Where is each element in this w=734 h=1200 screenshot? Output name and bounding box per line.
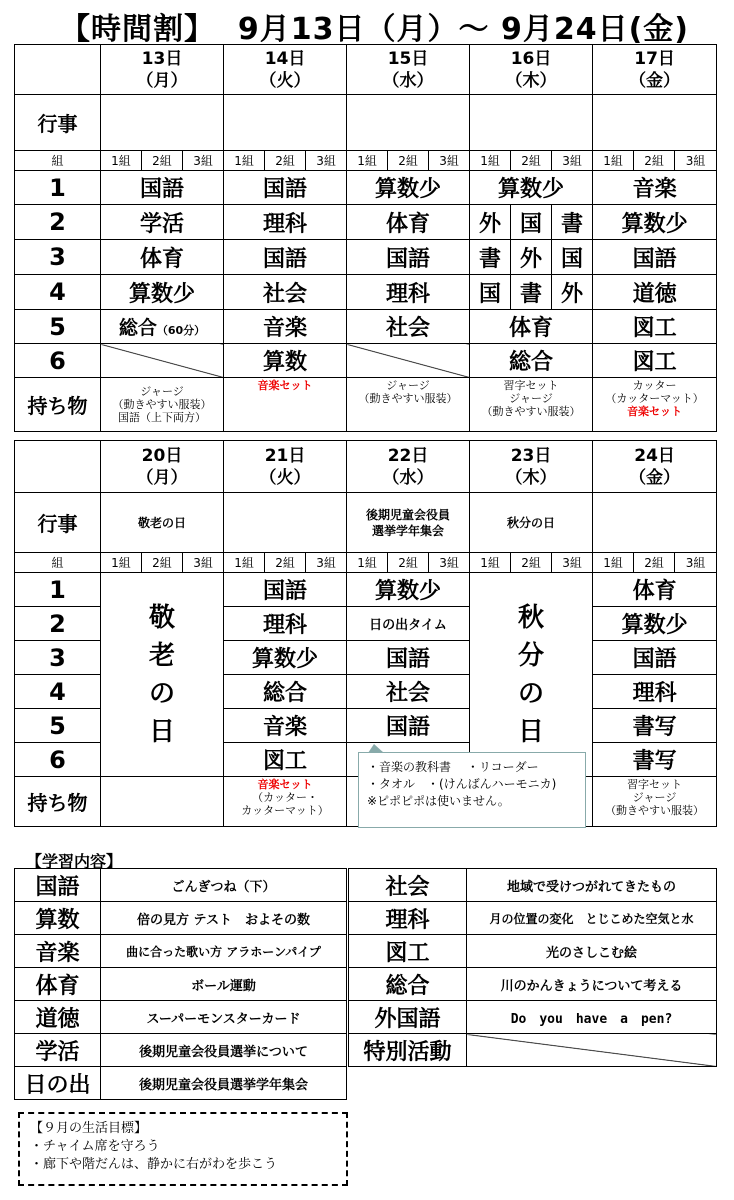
items-14: 音楽セット [224, 378, 347, 432]
group-label: 1組 [101, 151, 142, 171]
subject-cell: 体育 [470, 310, 593, 344]
subject-cell: 図工 [593, 344, 717, 378]
period-number: 4 [15, 275, 101, 310]
goal-title: 【９月の生活目標】 [30, 1121, 148, 1136]
group-label: 3組 [675, 151, 717, 171]
period-number: 2 [15, 607, 101, 641]
subject-cell: 国語 [593, 240, 717, 275]
study-subject: 道徳 [15, 1001, 101, 1034]
callout-note: ・音楽の教科書 ・リコーダー ・タオル ・(けんばんハーモニカ) ※ピポピポは使いません。 [358, 752, 586, 828]
day-header-16: 16日 （木） [470, 45, 593, 95]
group-row-label: 組 [15, 553, 101, 573]
corner-cell [15, 45, 101, 95]
study-subject: 国語 [15, 869, 101, 902]
group-label: 3組 [306, 553, 347, 573]
study-content: 後期児童会役員選挙について [101, 1034, 347, 1067]
study-table-left [14, 868, 347, 1100]
subject-cell: 算数少 [593, 205, 717, 240]
study-content: 倍の見方 テスト およその数 [101, 902, 347, 935]
study-content: ごんぎつね（下） [101, 869, 347, 902]
study-table-right [348, 868, 717, 1067]
subject-cell: 国 [511, 205, 552, 240]
items-row-label: 持ち物 [15, 777, 101, 827]
period-number: 2 [15, 205, 101, 240]
goal-line: ・廊下や階だんは、静かに右がわを歩こう [30, 1157, 278, 1172]
subject-cell: 社会 [224, 275, 347, 310]
subject-cell: 国語 [224, 171, 347, 205]
group-label: 2組 [142, 553, 183, 573]
event-21 [224, 493, 347, 553]
study-content: 後期児童会役員選挙学年集会 [101, 1067, 347, 1100]
items-16: 習字セット ジャージ （動きやすい服装） [470, 378, 593, 432]
group-label: 2組 [634, 553, 675, 573]
subject-cell: 理科 [347, 275, 470, 310]
subject-cell: 国語 [224, 240, 347, 275]
day-header-23: 23日 （木） [470, 441, 593, 493]
subject-cell: 外 [552, 275, 593, 310]
subject-note: （60分） [156, 324, 206, 337]
study-subject: 総合 [349, 968, 467, 1001]
subject-cell: 算数少 [347, 573, 470, 607]
subject-cell: 算数少 [224, 641, 347, 675]
group-label: 2組 [511, 151, 552, 171]
group-label: 1組 [347, 151, 388, 171]
study-content: 光のさしこむ絵 [467, 935, 717, 968]
day-header-13: 13日 （月） [101, 45, 224, 95]
study-subject: 体育 [15, 968, 101, 1001]
subject-cell: 国語 [347, 641, 470, 675]
subject-cell: 学活 [101, 205, 224, 240]
event-24 [593, 493, 717, 553]
group-label: 1組 [101, 553, 142, 573]
period-number: 4 [15, 675, 101, 709]
subject-cell: 算数少 [593, 607, 717, 641]
group-label: 1組 [470, 553, 511, 573]
empty-slot-slash [467, 1034, 717, 1067]
group-label: 1組 [470, 151, 511, 171]
items-13: ジャージ （動きやすい服装） 国語（上下両方） [101, 378, 224, 432]
timetable-week1 [14, 44, 717, 432]
event-23: 秋分の日 [470, 493, 593, 553]
event-16 [470, 95, 593, 151]
group-label: 1組 [593, 151, 634, 171]
group-label: 1組 [347, 553, 388, 573]
study-content: 月の位置の変化 とじこめた空気と水 [467, 902, 717, 935]
subject-cell: 国語 [347, 240, 470, 275]
subject-cell: 理科 [224, 205, 347, 240]
group-label: 2組 [265, 553, 306, 573]
subject-text: 総合 [118, 317, 157, 339]
subject-cell: 書写 [593, 743, 717, 777]
study-content: ボール運動 [101, 968, 347, 1001]
items-15: ジャージ （動きやすい服装） [347, 378, 470, 432]
subject-cell: 算数 [224, 344, 347, 378]
holiday-keiro: 敬 老 の 日 [101, 573, 224, 777]
subject-cell: 社会 [347, 675, 470, 709]
period-number: 1 [15, 171, 101, 205]
study-subject: 音楽 [15, 935, 101, 968]
subject-cell: 体育 [593, 573, 717, 607]
subject-cell: 外 [511, 240, 552, 275]
subject-cell: 国語 [224, 573, 347, 607]
period-number: 3 [15, 240, 101, 275]
period-number: 5 [15, 310, 101, 344]
subject-cell: 外 [470, 205, 511, 240]
study-subject: 社会 [349, 869, 467, 902]
day-header-20: 20日 （月） [101, 441, 224, 493]
day-header-17: 17日 （金） [593, 45, 717, 95]
event-22: 後期児童会役員 選挙学年集会 [347, 493, 470, 553]
subject-cell: 音楽 [224, 310, 347, 344]
subject-cell: 体育 [347, 205, 470, 240]
subject-cell: 書写 [593, 709, 717, 743]
empty-slot-slash [101, 344, 224, 378]
items-20 [101, 777, 224, 827]
group-label: 1組 [593, 553, 634, 573]
event-row-label: 行事 [15, 493, 101, 553]
group-label: 2組 [388, 553, 429, 573]
period-number: 1 [15, 573, 101, 607]
holiday-shubun: 秋 分 の 日 [470, 573, 593, 777]
event-13 [101, 95, 224, 151]
study-subject: 特別活動 [349, 1034, 467, 1067]
subject-cell: 国 [470, 275, 511, 310]
group-label: 2組 [388, 151, 429, 171]
group-label: 3組 [552, 553, 593, 573]
study-subject: 学活 [15, 1034, 101, 1067]
subject-cell: 算数少 [101, 275, 224, 310]
corner-cell [15, 441, 101, 493]
study-content: スーパーモンスターカード [101, 1001, 347, 1034]
study-subject: 外国語 [349, 1001, 467, 1034]
subject-cell: 社会 [347, 310, 470, 344]
study-subject: 日の出 [15, 1067, 101, 1100]
subject-cell: 道徳 [593, 275, 717, 310]
subject-cell: 国語 [347, 709, 470, 743]
items-24: 習字セット ジャージ （動きやすい服装） [593, 777, 717, 827]
items-row-label: 持ち物 [15, 378, 101, 432]
period-number: 6 [15, 743, 101, 777]
study-subject: 理科 [349, 902, 467, 935]
group-label: 2組 [511, 553, 552, 573]
subject-cell: 算数少 [347, 171, 470, 205]
day-header-21: 21日 （火） [224, 441, 347, 493]
subject-cell [101, 310, 224, 344]
group-label: 3組 [675, 553, 717, 573]
day-header-22: 22日 （水） [347, 441, 470, 493]
period-number: 5 [15, 709, 101, 743]
goal-line: ・チャイム席を守ろう [30, 1139, 160, 1154]
group-label: 2組 [634, 151, 675, 171]
event-15 [347, 95, 470, 151]
subject-cell: 音楽 [224, 709, 347, 743]
monthly-goal-box [18, 1112, 348, 1186]
study-content: 曲に合った歌い方 アラホーンパイプ [101, 935, 347, 968]
subject-cell: 算数少 [470, 171, 593, 205]
group-label: 3組 [552, 151, 593, 171]
day-header-24: 24日 （金） [593, 441, 717, 493]
group-row-label: 組 [15, 151, 101, 171]
subject-cell: 体育 [101, 240, 224, 275]
group-label: 3組 [306, 151, 347, 171]
subject-cell: 図工 [593, 310, 717, 344]
event-17 [593, 95, 717, 151]
subject-cell: 国語 [101, 171, 224, 205]
subject-cell: 理科 [224, 607, 347, 641]
group-label: 3組 [183, 151, 224, 171]
items-17: カッター （カッターマット） 音楽セット [593, 378, 717, 432]
study-content: Do you have a pen? [467, 1001, 717, 1034]
group-label: 3組 [429, 553, 470, 573]
subject-cell: 書 [511, 275, 552, 310]
subject-cell: 理科 [593, 675, 717, 709]
subject-cell: 国 [552, 240, 593, 275]
subject-cell: 書 [552, 205, 593, 240]
study-section-label: 【学習内容】 [26, 852, 123, 871]
study-subject: 図工 [349, 935, 467, 968]
page-title: 【時間割】 9月13日（月）～ 9月24日(金) [60, 12, 689, 47]
group-label: 2組 [265, 151, 306, 171]
subject-cell: 図工 [224, 743, 347, 777]
study-subject: 算数 [15, 902, 101, 935]
subject-cell: 日の出タイム [347, 607, 470, 641]
subject-cell: 国語 [593, 641, 717, 675]
subject-cell: 総合 [224, 675, 347, 709]
event-14 [224, 95, 347, 151]
study-content: 川のかんきょうについて考える [467, 968, 717, 1001]
subject-cell: 書 [470, 240, 511, 275]
event-20: 敬老の日 [101, 493, 224, 553]
group-label: 3組 [429, 151, 470, 171]
study-content: 地域で受けつがれてきたもの [467, 869, 717, 902]
period-number: 6 [15, 344, 101, 378]
items-21: 音楽セット （カッター・ カッターマット） [224, 777, 347, 827]
group-label: 2組 [142, 151, 183, 171]
subject-cell: 音楽 [593, 171, 717, 205]
day-header-14: 14日 （火） [224, 45, 347, 95]
group-label: 1組 [224, 151, 265, 171]
group-label: 1組 [224, 553, 265, 573]
subject-cell: 総合 [470, 344, 593, 378]
group-label: 3組 [183, 553, 224, 573]
event-row-label: 行事 [15, 95, 101, 151]
period-number: 3 [15, 641, 101, 675]
empty-slot-slash [347, 344, 470, 378]
day-header-15: 15日 （水） [347, 45, 470, 95]
